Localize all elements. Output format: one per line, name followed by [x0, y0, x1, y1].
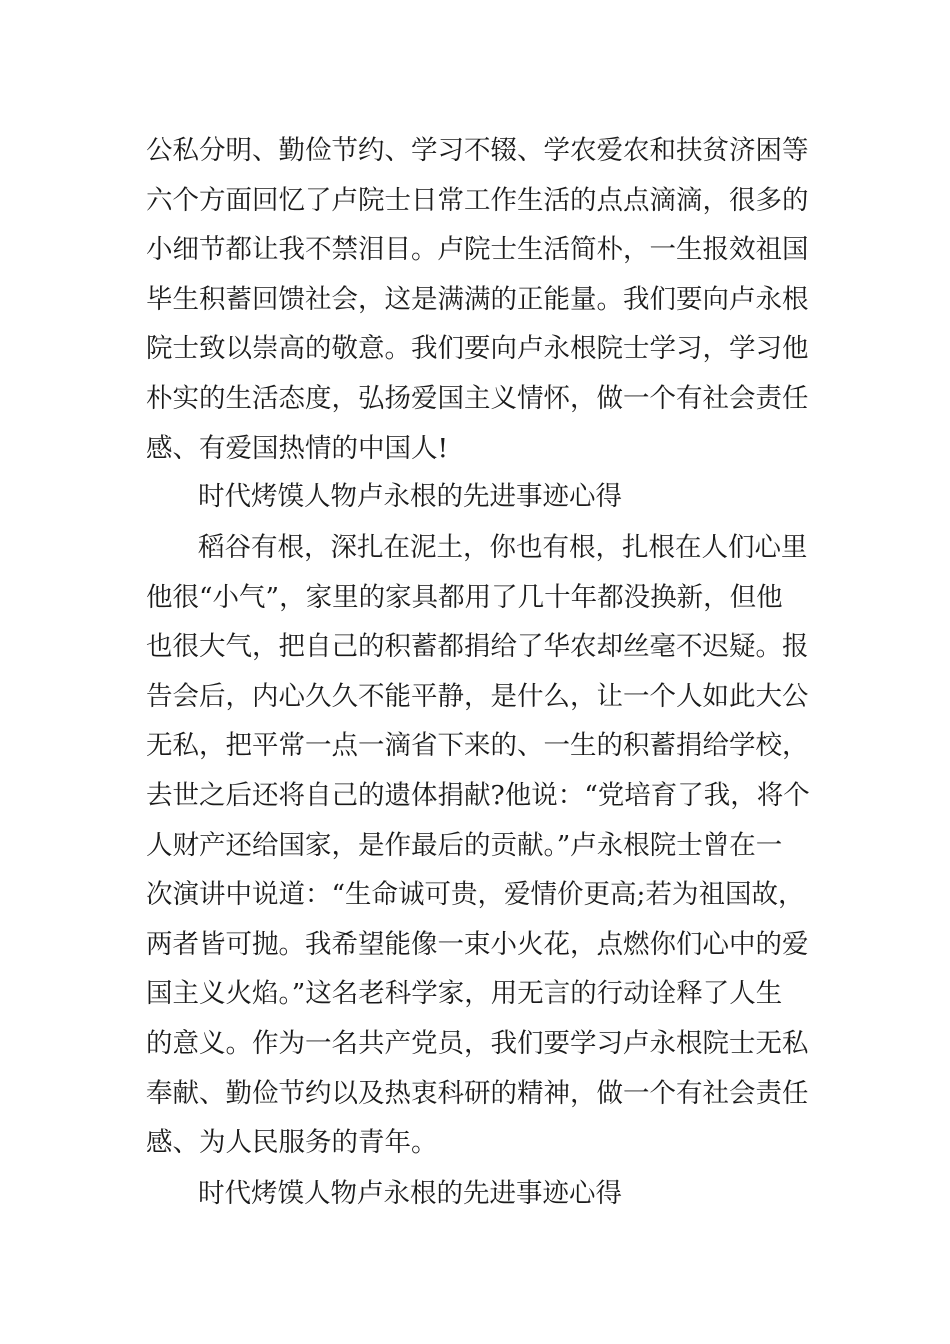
paragraph-line: 的意义。作为一名共产党员，我们要学习卢永根院士无私: [146, 1027, 809, 1059]
section-heading: 时代烤馍人物卢永根的先进事迹心得: [198, 1178, 622, 1209]
section-heading: 时代烤馍人物卢永根的先进事迹心得: [198, 481, 622, 512]
paragraph-line: 奉献、勤俭节约以及热衷科研的精神，做一个有社会责任: [146, 1077, 809, 1109]
paragraph-line: 六个方面回忆了卢院士日常工作生活的点点滴滴，很多的: [146, 184, 809, 216]
paragraph-line: 也很大气，把自己的积蓄都捐给了华农却丝毫不迟疑。报: [146, 631, 809, 663]
paragraph-line: 告会后，内心久久不能平静，是什么，让一个人如此大公: [146, 680, 809, 712]
paragraph-line: 次演讲中说道：“生命诚可贵，爱情价更高;若为祖国故，: [146, 879, 805, 911]
paragraph-line: 小细节都让我不禁泪目。卢院士生活简朴，一生报效祖国: [146, 234, 809, 266]
paragraph-line: 去世之后还将自己的遗体捐献?他说：“党培育了我，将个: [146, 779, 810, 811]
paragraph-line: 感、为人民服务的青年。: [146, 1127, 438, 1159]
paragraph-line: 国主义火焰。”这名老科学家，用无言的行动诠释了人生: [146, 978, 783, 1010]
paragraph-line: 他很“小气”，家里的家具都用了几十年都没换新，但他: [146, 581, 783, 613]
paragraph-line: 院士致以崇高的敬意。我们要向卢永根院士学习，学习他: [146, 333, 809, 365]
section-heading-block: [146, 472, 816, 522]
paragraph-line: 毕生积蓄回馈社会，这是满满的正能量。我们要向卢永根: [146, 283, 809, 315]
paragraph-line: 稻谷有根，深扎在泥土，你也有根，扎根在人们心里: [198, 532, 808, 563]
paragraph-line: 朴实的生活态度，弘扬爱国主义情怀，做一个有社会责任: [146, 382, 809, 414]
paragraph-line: 人财产还给国家，是作最后的贡献。”卢永根院士曾在一: [146, 829, 783, 861]
section-heading-block: [146, 1169, 816, 1219]
paragraph-line: 无私，把平常一点一滴省下来的、一生的积蓄捐给学校，: [146, 730, 809, 762]
paragraph-line: 感、有爱国热情的中国人!: [146, 432, 449, 464]
paragraph-line: 公私分明、勤俭节约、学习不辍、学农爱农和扶贫济困等: [146, 135, 809, 166]
paragraph-continued: [146, 126, 816, 473]
paragraph: [146, 523, 816, 1168]
paragraph-line: 两者皆可抛。我希望能像一束小火花，点燃你们心中的爱: [146, 928, 809, 960]
